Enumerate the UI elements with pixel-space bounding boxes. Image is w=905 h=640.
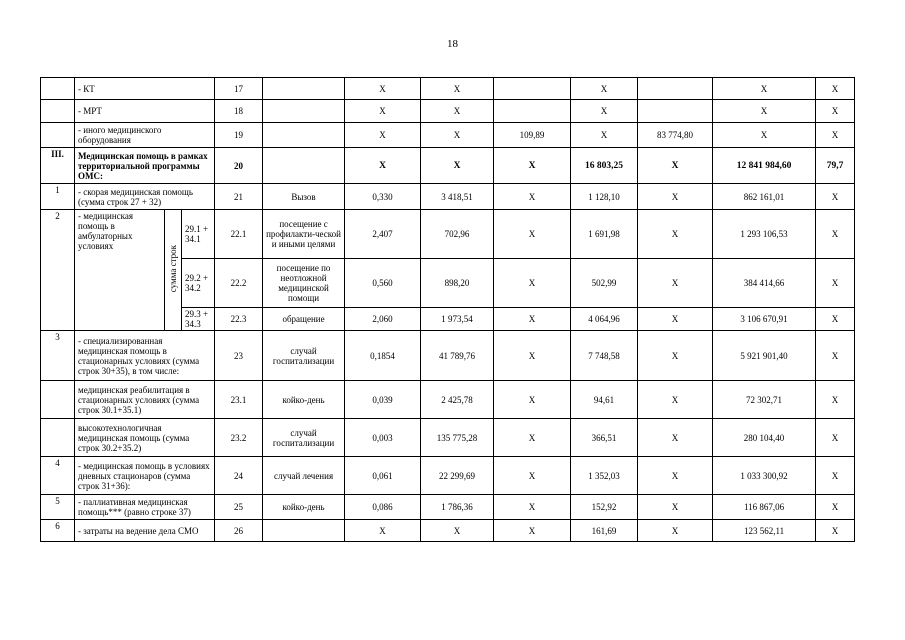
value-cell: Х: [345, 148, 421, 184]
value-cell: Х: [494, 495, 571, 520]
value-cell: 1 786,36: [421, 495, 494, 520]
value-cell: 109,89: [494, 123, 571, 148]
table-row: [41, 520, 855, 542]
value-cell: Х: [571, 100, 638, 123]
value-cell: Х: [816, 495, 855, 520]
unit: Вызов: [263, 184, 345, 210]
vertical-label-cell: [165, 210, 182, 331]
value-cell: Х: [638, 331, 713, 381]
value-cell: Х: [494, 520, 571, 542]
sub-lines: 29.1 + 34.1: [182, 210, 215, 259]
unit: койко-день: [263, 381, 345, 419]
value-cell: 4 064,96: [571, 308, 638, 331]
row-number: [41, 419, 75, 457]
value-cell: Х: [638, 457, 713, 495]
value-cell: Х: [638, 259, 713, 308]
value-cell: 2,407: [345, 210, 421, 259]
value-cell: Х: [571, 123, 638, 148]
line-number: 25: [215, 495, 263, 520]
value-cell: 135 775,28: [421, 419, 494, 457]
row-name: - затраты на ведение дела СМО: [75, 520, 215, 542]
line-number: 20: [215, 148, 263, 184]
value-cell: 0,086: [345, 495, 421, 520]
row-number: 3: [41, 331, 75, 381]
line-number: 18: [215, 100, 263, 123]
unit: [263, 100, 345, 123]
value-cell: Х: [494, 259, 571, 308]
value-cell: Х: [816, 210, 855, 259]
value-cell: 3 418,51: [421, 184, 494, 210]
value-cell: Х: [421, 520, 494, 542]
row-number: [41, 78, 75, 100]
value-cell: Х: [816, 78, 855, 100]
value-cell: 0,330: [345, 184, 421, 210]
unit: случай лечения: [263, 457, 345, 495]
value-cell: Х: [638, 381, 713, 419]
table-row: [41, 78, 855, 100]
row-number: 1: [41, 184, 75, 210]
omc-cost-table: [40, 77, 855, 542]
value-cell: Х: [494, 308, 571, 331]
row-name: - медицинская помощь в амбулаторных условиях: [75, 210, 165, 331]
value-cell: 1 352,03: [571, 457, 638, 495]
value-cell: Х: [494, 419, 571, 457]
row-name: - специализированная медицинская помощь в стационарных условиях (сумма строк 30+35), в том числе:: [75, 331, 215, 381]
value-cell: 72 302,71: [713, 381, 816, 419]
value-cell: 41 789,76: [421, 331, 494, 381]
row-number: III.: [41, 148, 75, 184]
value-cell: [638, 78, 713, 100]
row-number: 5: [41, 495, 75, 520]
unit: обращение: [263, 308, 345, 331]
row-name: - медицинская помощь в условиях дневных стационаров (сумма строк 31+36):: [75, 457, 215, 495]
value-cell: Х: [638, 520, 713, 542]
unit: [263, 148, 345, 184]
value-cell: Х: [638, 495, 713, 520]
value-cell: 116 867,06: [713, 495, 816, 520]
page-number: 18: [447, 38, 458, 50]
row-number: [41, 381, 75, 419]
value-cell: 384 414,66: [713, 259, 816, 308]
value-cell: Х: [494, 381, 571, 419]
row-number: 4: [41, 457, 75, 495]
value-cell: Х: [421, 148, 494, 184]
value-cell: Х: [713, 123, 816, 148]
value-cell: 123 562,11: [713, 520, 816, 542]
row-name: высокотехнологичная медицинская помощь (сумма строк 30.2+35.2): [75, 419, 215, 457]
value-cell: Х: [816, 259, 855, 308]
value-cell: Х: [816, 457, 855, 495]
value-cell: 1 973,54: [421, 308, 494, 331]
value-cell: 0,560: [345, 259, 421, 308]
table-row: [41, 381, 855, 419]
value-cell: Х: [816, 308, 855, 331]
value-cell: 502,99: [571, 259, 638, 308]
line-number: 23.2: [215, 419, 263, 457]
value-cell: 862 161,01: [713, 184, 816, 210]
unit: [263, 123, 345, 148]
table-row: [41, 100, 855, 123]
value-cell: 2,060: [345, 308, 421, 331]
value-cell: Х: [638, 148, 713, 184]
sub-lines: 29.3 + 34.3: [182, 308, 215, 331]
line-number: 17: [215, 78, 263, 100]
vertical-label: сумма строк: [168, 245, 178, 293]
value-cell: Х: [494, 457, 571, 495]
value-cell: Х: [816, 419, 855, 457]
value-cell: 2 425,78: [421, 381, 494, 419]
value-cell: Х: [713, 78, 816, 100]
line-number: 23.1: [215, 381, 263, 419]
value-cell: Х: [816, 381, 855, 419]
value-cell: 1 033 300,92: [713, 457, 816, 495]
value-cell: Х: [638, 184, 713, 210]
value-cell: 1 691,98: [571, 210, 638, 259]
line-number: 19: [215, 123, 263, 148]
line-number: 21: [215, 184, 263, 210]
value-cell: Х: [816, 100, 855, 123]
value-cell: Х: [421, 78, 494, 100]
value-cell: Х: [816, 123, 855, 148]
value-cell: Х: [816, 331, 855, 381]
value-cell: [494, 78, 571, 100]
value-cell: 3 106 670,91: [713, 308, 816, 331]
table-row: [41, 184, 855, 210]
row-name: - МРТ: [75, 100, 215, 123]
value-cell: Х: [494, 184, 571, 210]
value-cell: 83 774,80: [638, 123, 713, 148]
value-cell: Х: [494, 210, 571, 259]
row-name: - паллиативная медицинская помощь*** (равно строке 37): [75, 495, 215, 520]
row-number: 6: [41, 520, 75, 542]
line-number: 22.3: [215, 308, 263, 331]
value-cell: Х: [345, 100, 421, 123]
value-cell: Х: [571, 78, 638, 100]
value-cell: Х: [345, 520, 421, 542]
value-cell: Х: [421, 100, 494, 123]
unit: случай госпитализации: [263, 419, 345, 457]
value-cell: 0,003: [345, 419, 421, 457]
value-cell: 79,7: [816, 148, 855, 184]
unit: случай госпитализации: [263, 331, 345, 381]
value-cell: 161,69: [571, 520, 638, 542]
value-cell: 152,92: [571, 495, 638, 520]
value-cell: 7 748,58: [571, 331, 638, 381]
line-number: 22.2: [215, 259, 263, 308]
value-cell: Х: [345, 123, 421, 148]
value-cell: Х: [494, 331, 571, 381]
row-name: - иного медицинского оборудования: [75, 123, 215, 148]
line-number: 22.1: [215, 210, 263, 259]
table-row: [41, 457, 855, 495]
value-cell: Х: [638, 419, 713, 457]
value-cell: 12 841 984,60: [713, 148, 816, 184]
value-cell: 702,96: [421, 210, 494, 259]
value-cell: 94,61: [571, 381, 638, 419]
row-name: - скорая медицинская помощь (сумма строк 27 + 32): [75, 184, 215, 210]
value-cell: Х: [345, 78, 421, 100]
table-row: [41, 331, 855, 381]
line-number: 23: [215, 331, 263, 381]
value-cell: Х: [638, 308, 713, 331]
value-cell: 1 293 106,53: [713, 210, 816, 259]
line-number: 24: [215, 457, 263, 495]
table-row: [41, 210, 855, 259]
unit: [263, 520, 345, 542]
value-cell: [494, 100, 571, 123]
unit: койко-день: [263, 495, 345, 520]
row-number: [41, 123, 75, 148]
table-row: [41, 419, 855, 457]
value-cell: Х: [816, 520, 855, 542]
table-row-section: [41, 148, 855, 184]
row-name: медицинская реабилитация в стационарных условиях (сумма строк 30.1+35.1): [75, 381, 215, 419]
value-cell: 898,20: [421, 259, 494, 308]
unit: [263, 78, 345, 100]
line-number: 26: [215, 520, 263, 542]
sub-lines: 29.2 + 34.2: [182, 259, 215, 308]
value-cell: 22 299,69: [421, 457, 494, 495]
value-cell: 0,1854: [345, 331, 421, 381]
value-cell: 0,039: [345, 381, 421, 419]
value-cell: [638, 100, 713, 123]
row-number: [41, 100, 75, 123]
value-cell: 5 921 901,40: [713, 331, 816, 381]
unit: посещение с профилакти-ческой и иными целями: [263, 210, 345, 259]
value-cell: 366,51: [571, 419, 638, 457]
value-cell: Х: [816, 184, 855, 210]
table-row: [41, 495, 855, 520]
value-cell: Х: [494, 148, 571, 184]
value-cell: 1 128,10: [571, 184, 638, 210]
value-cell: 16 803,25: [571, 148, 638, 184]
unit: посещение по неотложной медицинской помощи: [263, 259, 345, 308]
value-cell: Х: [713, 100, 816, 123]
value-cell: 0,061: [345, 457, 421, 495]
value-cell: 280 104,40: [713, 419, 816, 457]
row-name: - КТ: [75, 78, 215, 100]
row-number: 2: [41, 210, 75, 331]
value-cell: Х: [421, 123, 494, 148]
table-row: [41, 123, 855, 148]
value-cell: Х: [638, 210, 713, 259]
row-name: Медицинская помощь в рамках территориальной программы ОМС:: [75, 148, 215, 184]
